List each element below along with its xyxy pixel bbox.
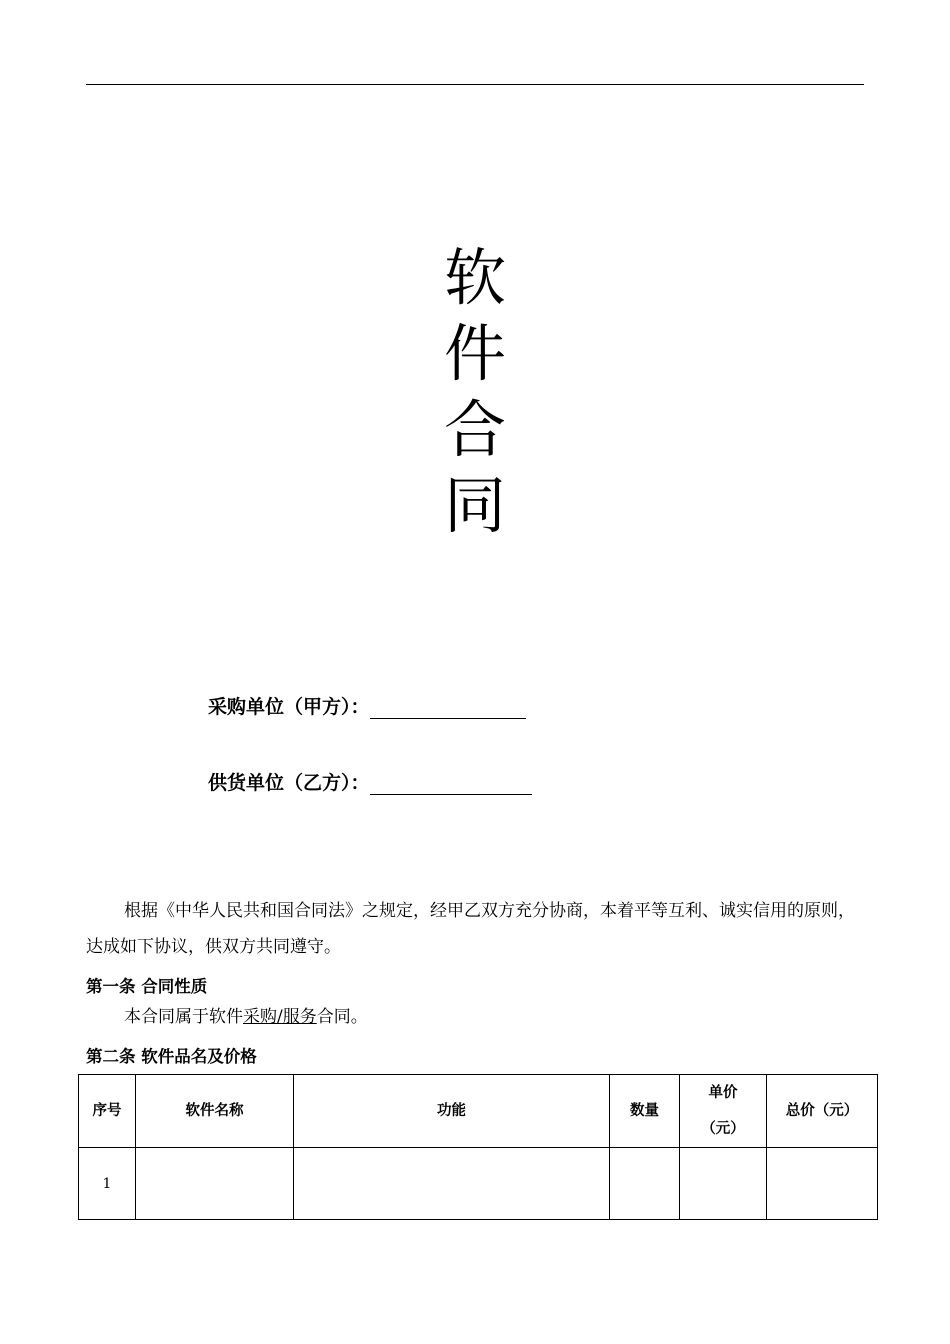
article2-heading: 第二条 软件品名及价格 — [86, 1047, 257, 1066]
supplier-label: 供货单位（乙方）： — [208, 772, 370, 794]
table-row — [79, 1148, 878, 1220]
buyer-line — [208, 692, 526, 719]
preamble-paragraph: 根据《中华人民共和国合同法》之规定，经甲乙双方充分协商，本着平等互利、诚实信用的原则，达成如下协议，供双方共同遵守。 — [86, 901, 855, 957]
cell-function[interactable] — [294, 1148, 610, 1220]
supplier-blank — [370, 776, 532, 795]
title-char: 同 — [443, 469, 506, 542]
header-unit-price-line2: （元） — [701, 1121, 745, 1137]
cell-name[interactable] — [136, 1148, 294, 1220]
buyer-blank — [370, 700, 526, 719]
supplier-line — [208, 768, 532, 795]
cell-seq[interactable]: 1 — [79, 1148, 136, 1220]
header-rule — [86, 84, 864, 85]
cell-unit-price[interactable] — [680, 1148, 767, 1220]
header-seq: 序号 — [79, 1075, 136, 1148]
title-char: 合 — [443, 393, 506, 466]
header-function: 功能 — [294, 1075, 610, 1148]
header-unit-price — [680, 1075, 767, 1148]
document-title — [0, 240, 950, 544]
title-char: 件 — [443, 317, 506, 390]
header-name: 软件名称 — [136, 1075, 294, 1148]
header-quantity: 数量 — [610, 1075, 680, 1148]
price-table — [78, 1074, 878, 1220]
header-unit-price-line1: 单价 — [708, 1085, 738, 1101]
article1-underlined: 采购/服务 — [243, 1007, 317, 1027]
table-header-row — [79, 1075, 878, 1148]
article1-heading: 第一条 合同性质 — [86, 977, 208, 996]
buyer-label: 采购单位（甲方）： — [208, 696, 370, 718]
article1-prefix: 本合同属于软件 — [124, 1007, 243, 1027]
cell-quantity[interactable] — [610, 1148, 680, 1220]
title-char: 软 — [443, 241, 506, 314]
article1-body — [86, 999, 864, 1035]
article1-suffix: 合同。 — [316, 1007, 368, 1027]
cell-total[interactable] — [767, 1148, 878, 1220]
header-total: 总价（元） — [767, 1075, 878, 1148]
